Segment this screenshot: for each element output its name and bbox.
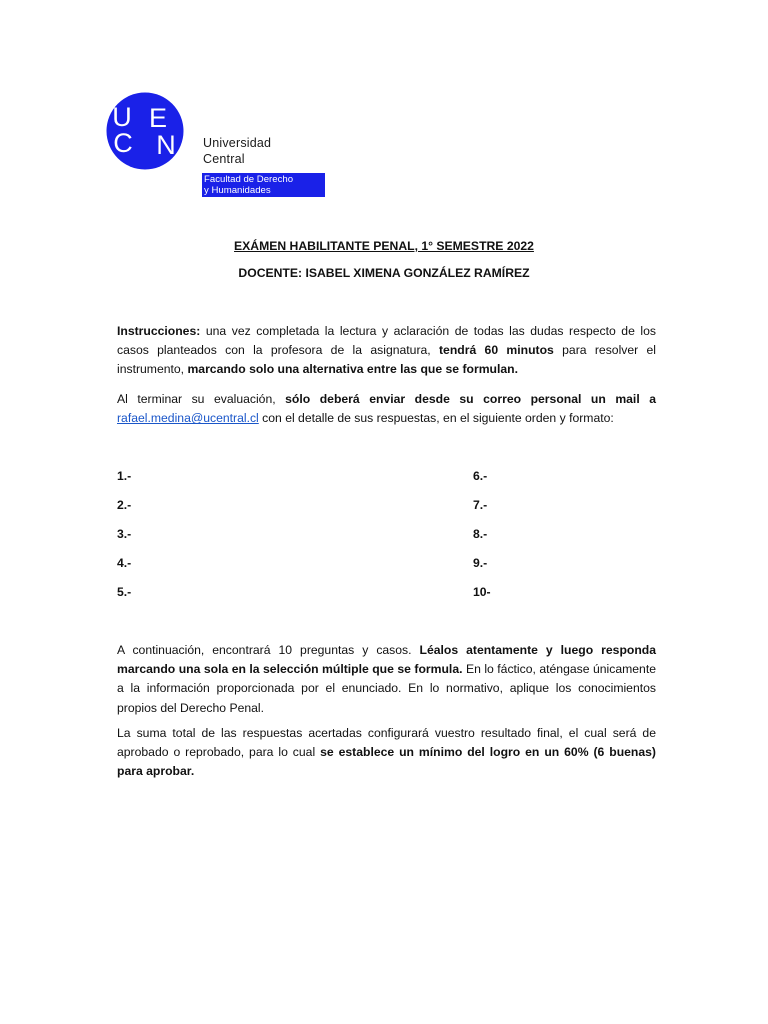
instructions-label: Instrucciones: [117, 324, 201, 338]
answer-slot-6: 6.- [473, 469, 488, 483]
instructions-text-2: para resolver el instrumento, [117, 343, 657, 377]
answer-slot-4: 4.- [117, 556, 132, 570]
exam-title: EXÁMEN HABILITANTE PENAL, 1° SEMESTRE 2022 [234, 239, 534, 253]
answer-slot-7: 7.- [473, 498, 488, 512]
faculty-line-1: Facultad de Derecho [204, 174, 294, 185]
submission-paragraph [117, 390, 656, 428]
instructions-time: tendrá 60 minutos [438, 343, 554, 358]
answer-slot-2: 2.- [117, 498, 132, 512]
university-name-line-1: Universidad [203, 136, 272, 150]
instructions-rule: marcando solo una alternativa entre las que se formulan. [187, 362, 518, 377]
faculty-line-2: y Humanidades [204, 185, 271, 196]
grading-text-1: La suma total de las respuestas acertadas configurará vuestro resultado final, el cual será de aprobado o reprobado, para lo cual [117, 726, 656, 760]
submission-text-1: Al terminar su evaluación, [117, 392, 286, 406]
faculty-label [202, 173, 325, 197]
grading-rule: se establece un mínimo del logro en un 60% (6 buenas) para aprobar. [117, 745, 656, 779]
logo-letter-e: E [148, 103, 168, 133]
logo-letter-n: N [156, 130, 176, 160]
answer-slot-9: 9.- [473, 556, 488, 570]
instructions-paragraph [117, 322, 656, 380]
logo-letter-u: U [112, 102, 132, 132]
email-link[interactable]: rafael.medina@ucentral.cl [117, 411, 259, 426]
answer-slot-8: 8.- [473, 527, 488, 541]
answer-slot-10: 10- [473, 585, 491, 599]
university-logo [106, 92, 326, 204]
ucen-logo-mark [106, 92, 184, 170]
submission-rule: sólo deberá enviar desde su correo personal un mail a [285, 392, 656, 406]
continuation-text-2: En lo fáctico, aténgase únicamente a la información proporcionada por el enunciado. En lo normativo, aplique los conocimientos propios del Derecho Penal. [117, 662, 656, 715]
logo-letter-c: C [113, 128, 133, 158]
university-name-line-2: Central [203, 152, 245, 166]
submission-text-2: con el detalle de sus respuestas, en el siguiente orden y formato: [258, 411, 614, 426]
continuation-rule: Léalos atentamente y luego responda marcando una sola en la selección múltiple que se formula. [117, 643, 657, 677]
university-name [203, 135, 271, 167]
continuation-paragraph [117, 641, 656, 718]
continuation-text-1: A continuación, encontrará 10 preguntas y casos. [117, 643, 420, 657]
grading-paragraph [117, 724, 656, 782]
answer-slot-5: 5.- [117, 585, 132, 599]
answer-slot-3: 3.- [117, 527, 132, 541]
answer-slot-1: 1.- [117, 469, 132, 483]
teacher-name: DOCENTE: ISABEL XIMENA GONZÁLEZ RAMÍREZ [238, 266, 530, 280]
instructions-text-1: una vez completada la lectura y aclaración de todas las dudas respecto de los casos planteados con la profesora de la asignatura, [117, 324, 656, 358]
